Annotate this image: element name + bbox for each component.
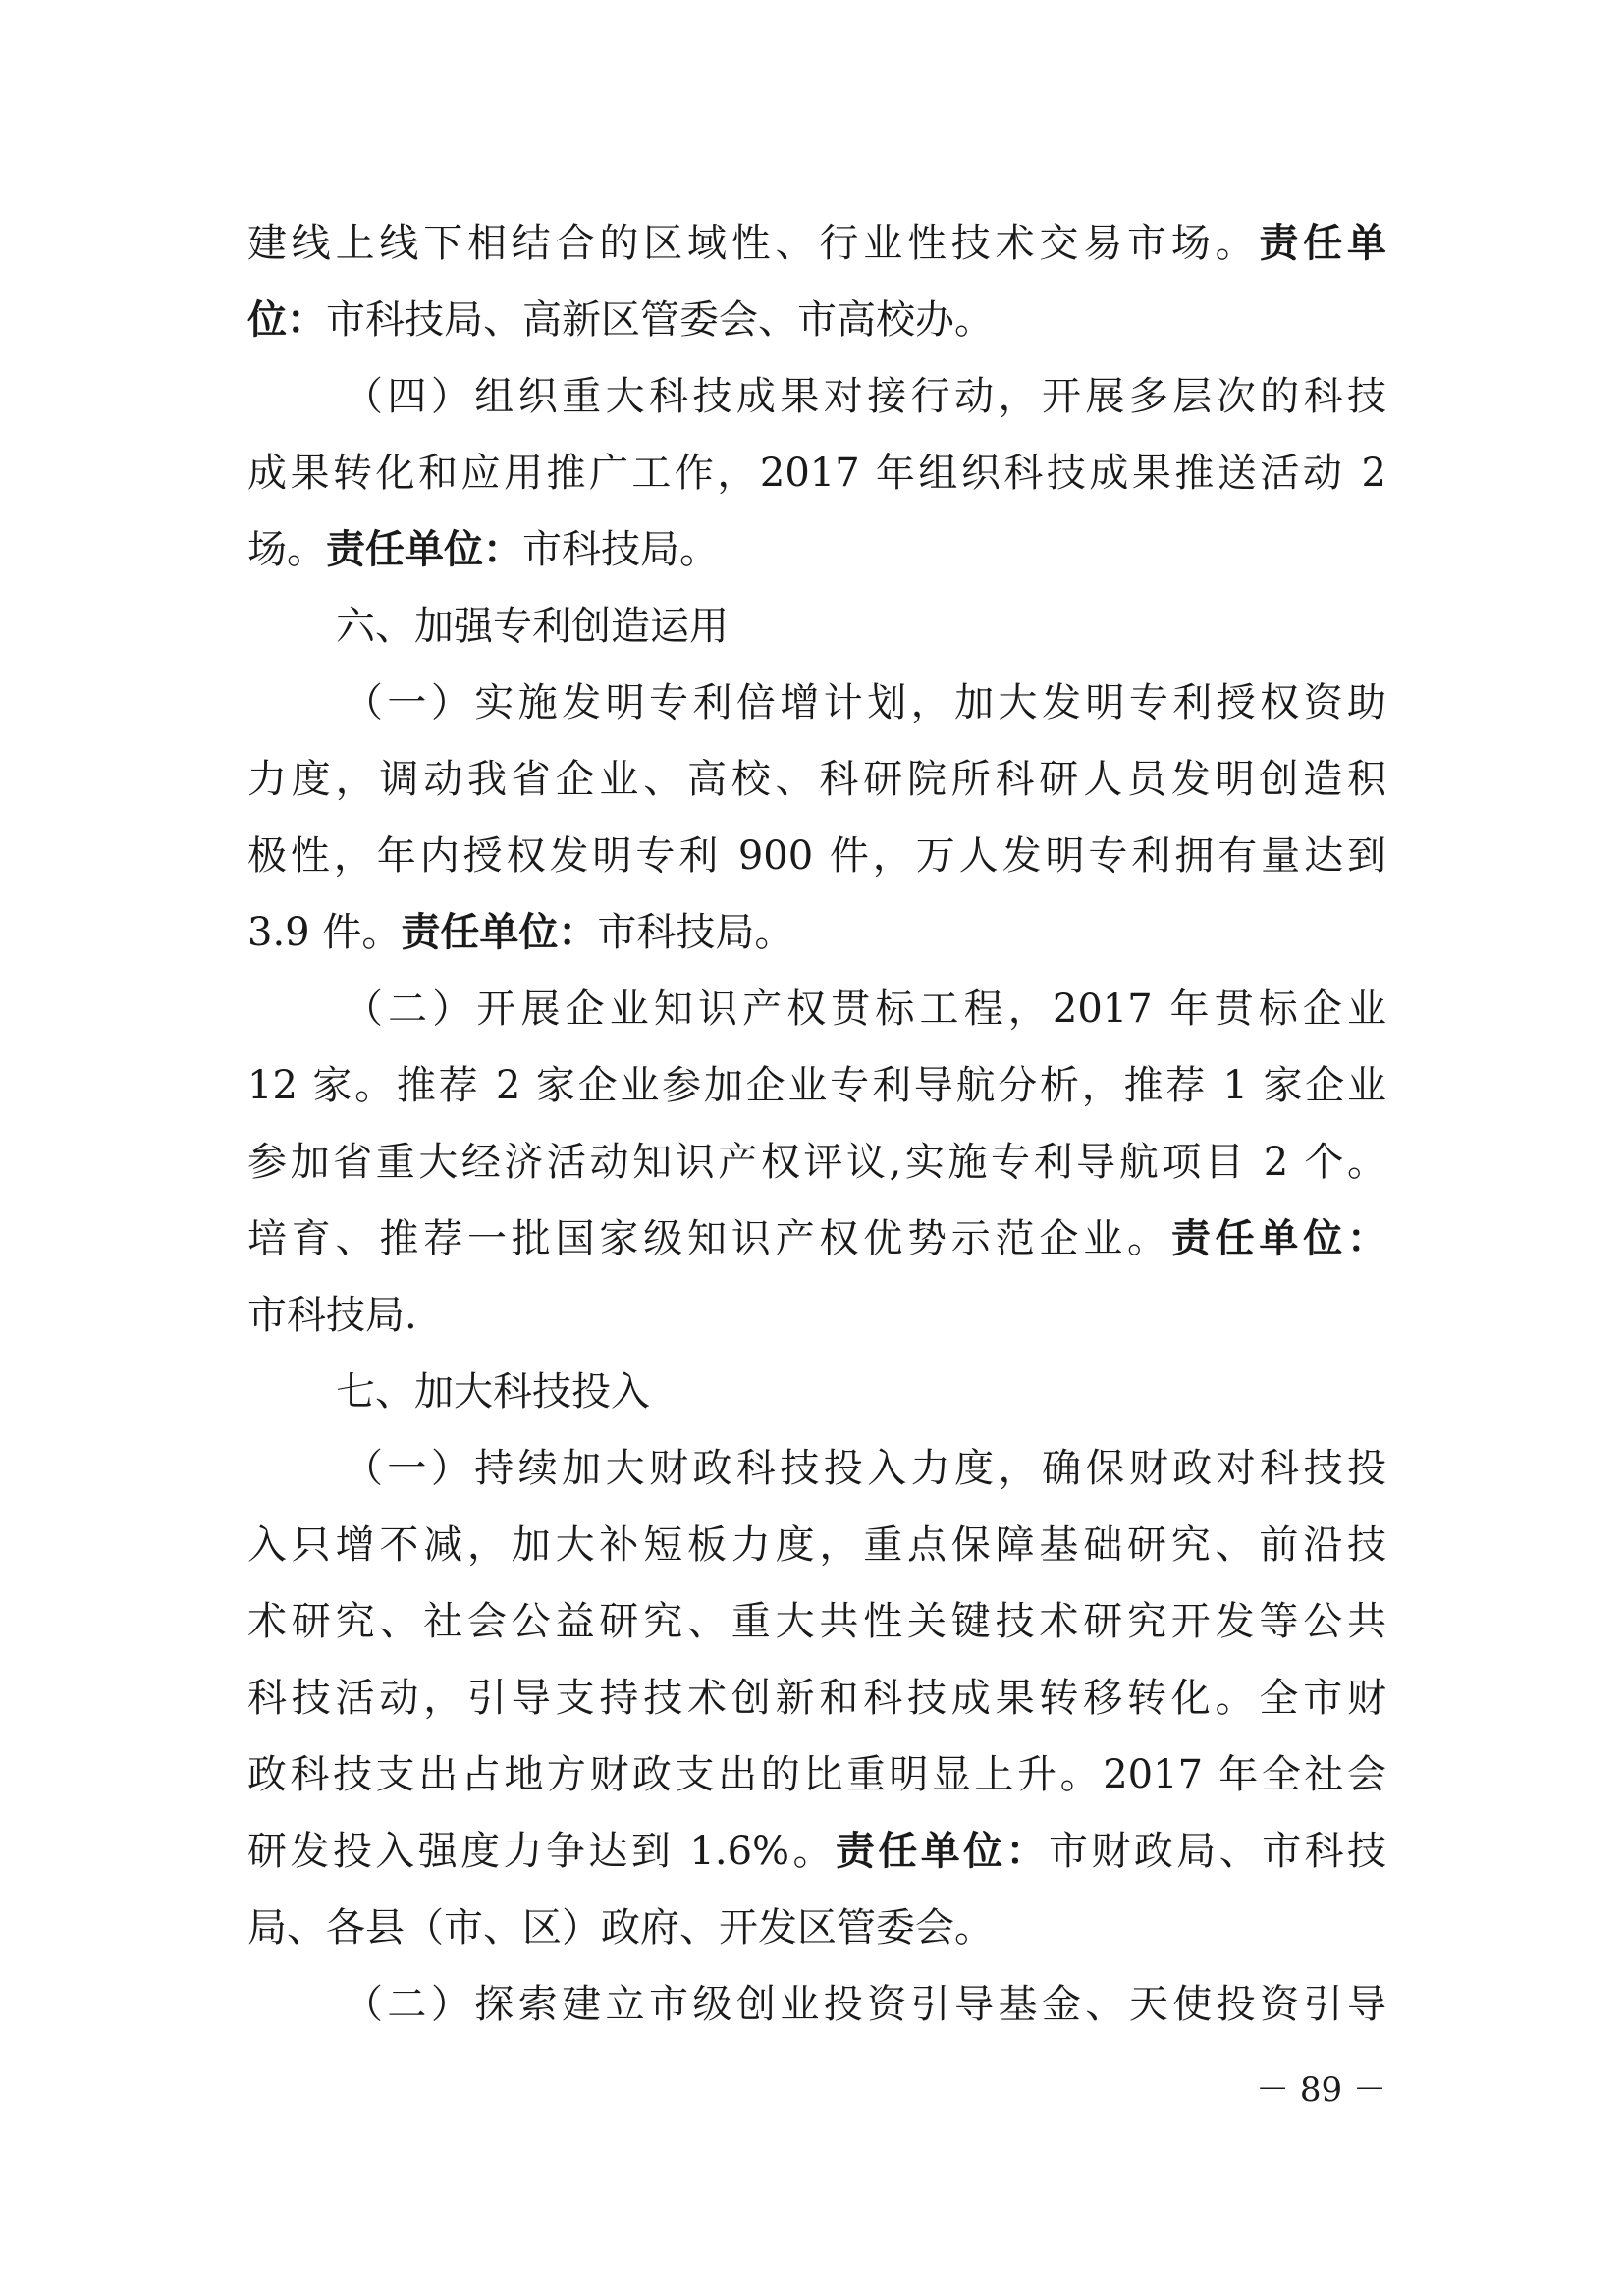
text-run: 术研究、社会公益研究、重大共性关键技术研究开发等公共 [247, 1599, 1386, 1644]
body-line [247, 823, 1386, 889]
text-run: 七、加大科技投入 [336, 1369, 650, 1415]
text-run: 六、加强专利创造运用 [336, 604, 729, 649]
section-heading [336, 1359, 1386, 1425]
text-run: 市科技局、高新区管委会、市高校办。 [326, 297, 994, 343]
body-line [247, 287, 1386, 353]
body-line [247, 1741, 1386, 1808]
body-line [247, 1282, 1386, 1349]
section-heading [336, 593, 1386, 660]
text-run: （二）探索建立市级创业投资引导基金、天使投资引导 [344, 1982, 1386, 2027]
bold-text-run: 责任单位： [326, 527, 522, 572]
text-run: 培育、推荐一批国家级知识产权优势示范企业。 [247, 1216, 1171, 1261]
text-run: 成果转化和应用推广工作，2017 年组织科技成果推送活动 2 [247, 451, 1386, 496]
body-line [247, 1205, 1386, 1272]
text-run: 3.9 件。 [247, 910, 402, 955]
bold-text-run: 责任单位： [401, 910, 598, 955]
bold-text-run: 责任单 [1259, 221, 1386, 266]
paragraph-first-line [344, 363, 1386, 430]
body-line [247, 1588, 1386, 1655]
body-line [247, 1052, 1386, 1119]
body-line [247, 746, 1386, 813]
paragraph-first-line [344, 1435, 1386, 1502]
bold-text-run: 责任单位： [835, 1829, 1050, 1874]
text-run: 参加省重大经济活动知识产权评议,实施专利导航项目 2 个。 [247, 1140, 1386, 1185]
text-run: 场。 [247, 527, 326, 572]
text-run: 力度，调动我省企业、高校、科研院所科研人员发明创造积 [247, 757, 1386, 802]
text-run: （一）持续加大财政科技投入力度，确保财政对科技投 [344, 1446, 1386, 1491]
page-number: － 89 － [1256, 2070, 1386, 2109]
bold-text-run: 责任单位： [1170, 1216, 1386, 1261]
body-line [247, 1129, 1386, 1196]
body-line [247, 899, 1386, 966]
text-run: 科技活动，引导支持技术创新和科技成果转移转化。全市财 [247, 1676, 1386, 1721]
body-line [247, 1665, 1386, 1732]
text-run: 市科技局。 [522, 527, 719, 572]
paragraph-first-line [344, 976, 1386, 1042]
bold-text-run: 位： [247, 297, 326, 343]
text-run: 市科技局。 [597, 910, 794, 955]
text-run: 研发投入强度力争达到 1.6%。 [247, 1829, 836, 1874]
paragraph-first-line [344, 669, 1386, 736]
text-run: 建线上线下相结合的区域性、行业性技术交易市场。 [247, 221, 1260, 266]
paragraph-first-line [344, 1971, 1386, 2038]
text-run: 极性，年内授权发明专利 900 件，万人发明专利拥有量达到 [247, 833, 1386, 879]
text-run: （一）实施发明专利倍增计划，加大发明专利授权资助 [344, 680, 1386, 725]
text-run: （四）组织重大科技成果对接行动，开展多层次的科技 [344, 374, 1386, 419]
text-run: 12 家。推荐 2 家企业参加企业专利导航分析，推荐 1 家企业 [247, 1063, 1386, 1108]
text-run: 市财政局、市科技 [1049, 1829, 1386, 1874]
body-line [247, 440, 1386, 507]
body-line [247, 516, 1386, 583]
body-line [247, 1895, 1386, 1961]
text-run: （二）开展企业知识产权贯标工程，2017 年贯标企业 [344, 987, 1386, 1032]
text-run: 局、各县（市、区）政府、开发区管委会。 [247, 1905, 994, 1950]
body-line [247, 210, 1386, 277]
text-run: 入只增不减，加大补短板力度，重点保障基础研究、前沿技 [247, 1522, 1386, 1568]
text-run: 政科技支出占地方财政支出的比重明显上升。2017 年全社会 [247, 1752, 1386, 1797]
text-run: 市科技局. [247, 1293, 417, 1338]
body-line [247, 1818, 1386, 1885]
body-line [247, 1512, 1386, 1578]
